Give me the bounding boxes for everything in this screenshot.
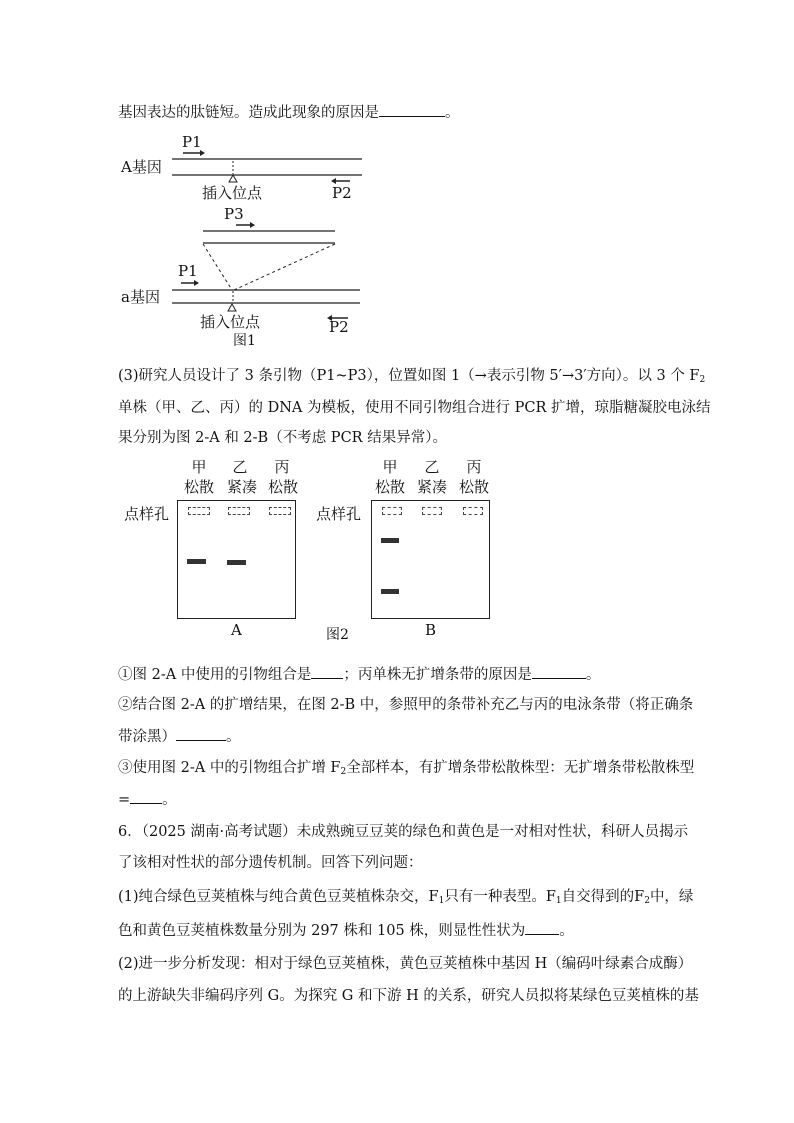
panel-b-lane-type-3: 松散 [458, 478, 489, 496]
band-b-lane-1-upper [381, 538, 399, 543]
answer-blank[interactable] [176, 726, 226, 741]
answer-blank[interactable] [130, 789, 162, 804]
panel-a-label: A [231, 621, 242, 639]
question-6-line-2: 了该相对性状的部分遗传机制。回答下列问题： [118, 855, 423, 871]
question-6-part-1-line-2: 色和黄色豆荚植株数量分别为 297 株和 105 株，则显性性状为 。 [118, 920, 688, 941]
primer-p2-label-lower: P2 [329, 318, 349, 336]
subquestion-3-line-2: = 。 [118, 789, 688, 810]
q3-line-2: 单株（甲、乙、丙）的 DNA 为模板，使用不同引物组合进行 PCR 扩增，琼脂糖凝胶电泳结 [118, 400, 711, 416]
panel-a-lane-type-3: 松散 [267, 478, 298, 496]
panel-a-lane-name-1: 甲 [191, 458, 207, 476]
gel-panel-a [177, 500, 296, 619]
q3-line-3: 果分别为图 2-A 和 2-B（不考虑 PCR 结果异常）。 [118, 430, 447, 446]
panel-b-lane-type-1: 松散 [374, 478, 405, 496]
panel-b-lane-type-2: 紧凑 [416, 478, 447, 496]
question-6-part-2-line-2: 的上游缺失非编码序列 G。为探究 G 和下游 H 的关系，研究人员拟将某绿色豆荚植株的基 [118, 988, 699, 1004]
well-a-2 [228, 507, 250, 515]
well-b-1 [382, 507, 402, 515]
question-6-part-2-line-1: (2)进一步分析发现：相对于绿色豆荚植株，黄色豆荚植株中基因 H（编码叶绿素合成酶） [118, 956, 693, 972]
figure-2-caption: 图2 [326, 627, 349, 643]
gel-panel-b[interactable] [371, 500, 490, 619]
panel-a-lane-type-1: 松散 [183, 478, 214, 496]
answer-blank[interactable] [525, 920, 559, 935]
primer-p1-label-a: P1 [182, 133, 202, 151]
panel-b-lane-name-1: 甲 [382, 458, 398, 476]
figure-1-caption: 图1 [233, 333, 256, 349]
gene-a-upper-label: A基因 [121, 158, 162, 176]
answer-blank[interactable] [532, 664, 586, 679]
figure-1 [0, 0, 794, 360]
well-b-2 [422, 507, 442, 515]
panel-a-lane-name-2: 乙 [232, 458, 248, 476]
primer-p2-label-a: P2 [332, 184, 352, 202]
band-a-lane-1 [187, 559, 206, 564]
well-b-3 [463, 507, 483, 515]
insert-site-label-lower: 插入位点 [200, 313, 261, 331]
intro-line: 基因表达的肽链短。造成此现象的原因是 。 [118, 102, 688, 123]
figure-2 [0, 450, 794, 650]
panel-b-label: B [425, 621, 437, 639]
well-label-b: 点样孔 [316, 505, 362, 523]
panel-b-lane-name-2: 乙 [424, 458, 440, 476]
question-6-part-1-line-1: (1)纯合绿色豆荚植株与纯合黄色豆荚植株杂交，$F_1$只有一种表型。$F_1$自交得到的$F_2$中，绿 [118, 889, 694, 906]
subquestion-2-line-1: ②结合图 2-A 的扩增结果，在图 2-B 中，参照甲的条带补充乙与丙的电泳条带（将正确条 [118, 697, 694, 713]
question-6-line-1: 6．（2025 湖南·高考试题）未成熟豌豆豆荚的绿色和黄色是一对相对性状，科研人员揭示 [118, 824, 689, 840]
well-a-3 [269, 507, 291, 515]
well-label-a: 点样孔 [124, 505, 170, 523]
gene-a-lower-label: a基因 [121, 288, 160, 306]
panel-a-lane-name-3: 丙 [274, 458, 290, 476]
primer-p3-label: P3 [224, 205, 244, 223]
well-a-1 [188, 507, 210, 515]
subquestion-1: ①图 2-A 中使用的引物组合是 ；丙单株无扩增条带的原因是 。 [118, 664, 688, 685]
subquestion-2-line-2: 带涂黑） 。 [118, 726, 688, 747]
q3-line-1: (3)研究人员设计了 3 条引物（P1~P3），位置如图 1（→表示引物 5′→3′方向）。以 3 个 $F_2$ [118, 368, 706, 385]
panel-a-lane-type-2: 紧凑 [226, 478, 257, 496]
band-a-lane-2 [227, 560, 246, 565]
insert-site-label-a: 插入位点 [202, 184, 263, 202]
panel-b-lane-name-3: 丙 [466, 458, 482, 476]
subquestion-3-line-1: ③使用图 2-A 中的引物组合扩增 $F_2$全部样本，有扩增条带松散株型：无扩增条带松散株型 [118, 760, 695, 777]
figure-1-drawing [0, 0, 794, 360]
primer-p1-label-lower: P1 [178, 262, 198, 280]
band-b-lane-1-lower [381, 589, 399, 594]
answer-blank[interactable] [311, 664, 343, 679]
